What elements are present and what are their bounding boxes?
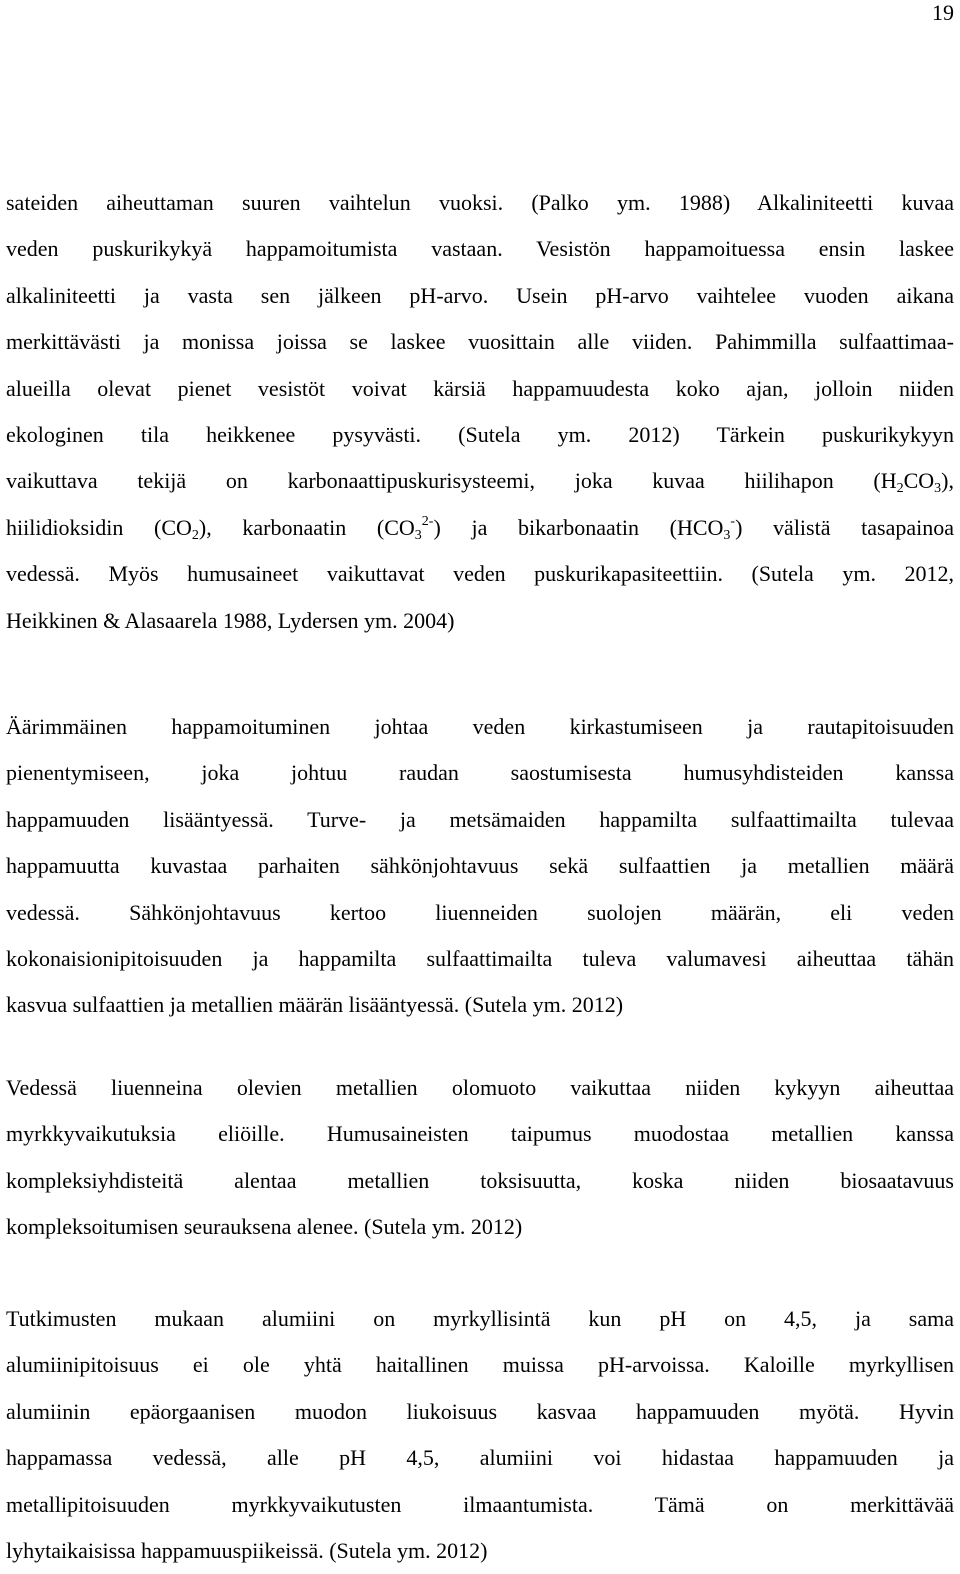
text-segment: CO <box>903 468 935 494</box>
text-line: kompleksoitumisen seurauksena alenee. (Sutela ym. 2012) <box>6 1214 523 1240</box>
text-line: myrkkyvaikutuksia eliöille. Humusaineisten taipumus muodostaa metallien kanssa <box>6 1121 954 1147</box>
text-line: kompleksiyhdisteitä alentaa metallien toksisuutta, koska niiden biosaatavuus <box>6 1167 954 1193</box>
text-line: Heikkinen & Alasaarela 1988, Lydersen ym. 2004) <box>6 607 455 633</box>
text-line: happamuutta kuvastaa parhaiten sähkönjohtavuus sekä sulfaattien ja metallien määrä <box>6 853 954 879</box>
text-line: merkittävästi ja monissa joissa se laskee vuosittain alle viiden. Pahimmilla sulfaattimaa- <box>6 329 954 355</box>
subscript: 2 <box>896 481 904 497</box>
paragraph-aluminium <box>6 1296 954 1574</box>
text-line: alumiinipitoisuus ei ole yhtä haitallinen muissa pH-arvoissa. Kaloille myrkyllisen <box>6 1352 954 1378</box>
text-line: kokonaisionipitoisuuden ja happamilta sulfaattimailta tuleva valumavesi aiheuttaa tähän <box>6 946 954 972</box>
text-line: happamuuden lisääntyessä. Turve- ja metsämaiden happamilta sulfaattimailta tulevaa <box>6 806 954 832</box>
text-line: alueilla olevat pienet vesistöt voivat kärsiä happamuudesta koko ajan, jolloin niiden <box>6 375 954 401</box>
text-segment: hiilidioksidin (CO <box>6 514 192 540</box>
text-line: Äärimmäinen happamoituminen johtaa veden kirkastumiseen ja rautapitoisuuden <box>6 714 954 739</box>
subscript: 3 <box>934 481 942 497</box>
text-line: metallipitoisuuden myrkkyvaikutusten ilmaantumista. Tämä on merkittävää <box>6 1491 954 1517</box>
paragraph-acidification <box>6 704 954 1029</box>
text-segment: ), karbonaatin (CO <box>198 514 415 540</box>
paragraph-alkalinity <box>6 180 954 644</box>
subscript: 3 <box>414 527 422 543</box>
text-line: lyhytaikaisissa happamuuspiikeissä. (Sutela ym. 2012) <box>6 1538 488 1564</box>
text-line: Vedessä liuenneina olevien metallien olomuoto vaikuttaa niiden kykyyn aiheuttaa <box>6 1075 954 1100</box>
page-number: 19 <box>932 0 954 25</box>
text-line: pienentymiseen, joka johtuu raudan saostumisesta humusyhdisteiden kanssa <box>6 760 954 786</box>
text-line: happamassa vedessä, alle pH 4,5, alumiini voi hidastaa happamuuden ja <box>6 1445 954 1471</box>
text-line: kasvua sulfaattien ja metallien määrän lisääntyessä. (Sutela ym. 2012) <box>6 992 624 1018</box>
text-line: ekologinen tila heikkenee pysyvästi. (Sutela ym. 2012) Tärkein puskurikykyyn <box>6 422 954 448</box>
text-line: vedessä. Myös humusaineet vaikuttavat veden puskurikapasiteettiin. (Sutela ym. 2012, <box>6 561 954 587</box>
text-segment: ) välistä tasapainoa <box>735 514 954 540</box>
paragraph-metals <box>6 1065 954 1251</box>
subscript: 3 <box>723 527 731 543</box>
text-segment: vaikuttava tekijä on karbonaattipuskurisysteemi, joka kuvaa hiilihapon (H <box>6 468 897 494</box>
text-segment: ) ja bikarbonaatin (HCO <box>433 514 724 540</box>
text-line: veden puskurikykyä happamoitumista vastaan. Vesistön happamoituessa ensin laskee <box>6 236 954 262</box>
text-line: alumiinin epäorgaanisen muodon liukoisuus kasvaa happamuuden myötä. Hyvin <box>6 1398 954 1424</box>
text-line: alkaliniteetti ja vasta sen jälkeen pH-arvo. Usein pH-arvo vaihtelee vuoden aikana <box>6 282 954 308</box>
text-segment: ), <box>941 468 954 494</box>
subscript: 2 <box>191 527 199 543</box>
text-line: Tutkimusten mukaan alumiini on myrkyllisintä kun pH on 4,5, ja sama <box>6 1306 954 1331</box>
text-line-chemistry-2 <box>6 505 954 551</box>
superscript: 2- <box>421 513 434 529</box>
superscript: - <box>730 513 736 529</box>
text-line-chemistry-1 <box>6 458 954 504</box>
text-line: sateiden aiheuttaman suuren vaihtelun vuoksi. (Palko ym. 1988) Alkaliniteetti kuvaa <box>6 190 954 215</box>
text-line: vedessä. Sähkönjohtavuus kertoo liuenneiden suolojen määrän, eli veden <box>6 899 954 925</box>
